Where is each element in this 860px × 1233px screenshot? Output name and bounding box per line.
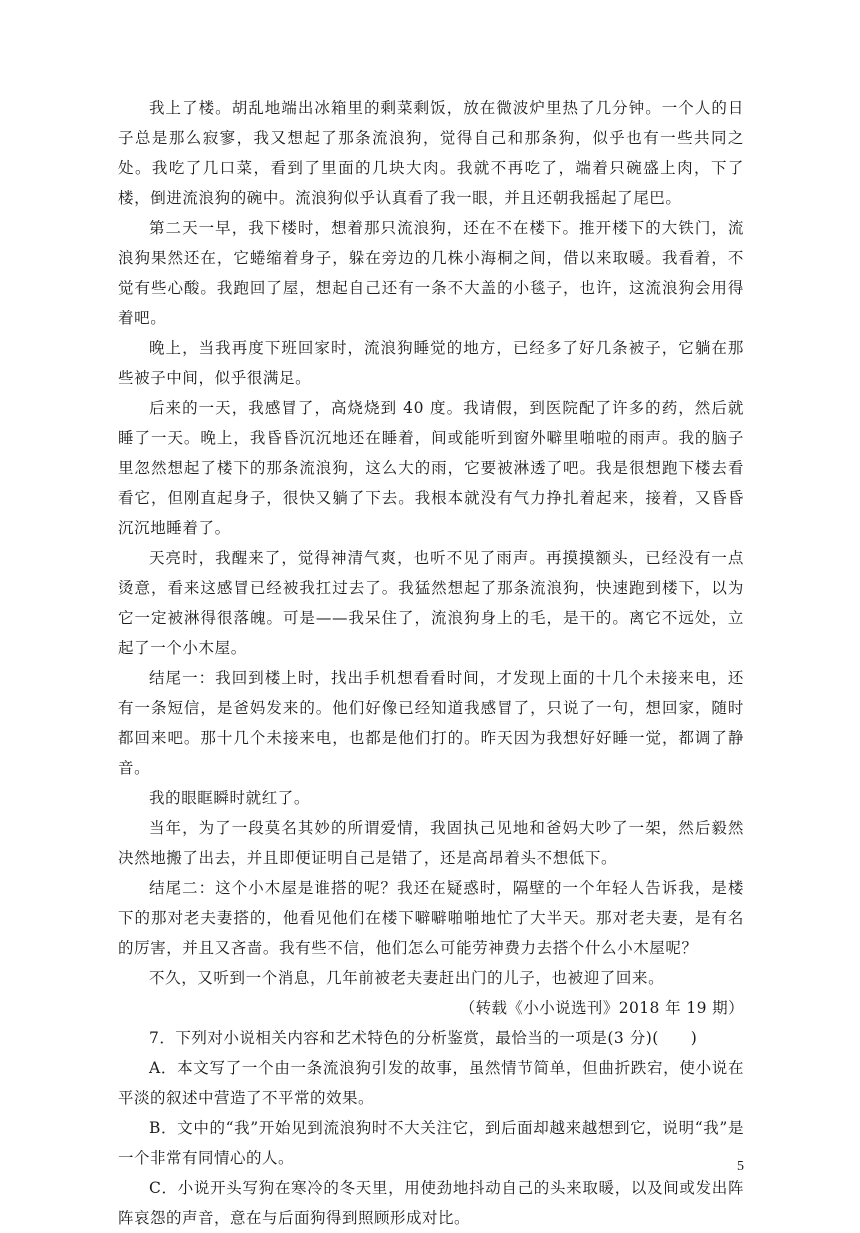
story-paragraph-4: 后来的一天，我感冒了，高烧烧到 40 度。我请假，到医院配了许多的药，然后就睡了一天。晚上，我昏昏沉沉地还在睡着，间或能听到窗外噼里啪啦的雨声。我的脑子里忽然想起了楼下的那条流浪狗，这么大的雨，它要被淋透了吧。我是很想跑下楼去看看它，但刚直起身子，很快又躺了下去。我根本就没有气力挣扎着起来，接着，又昏昏沉沉地睡着了。 bbox=[118, 399, 744, 537]
document-body bbox=[118, 93, 744, 1233]
story-paragraph-3: 晚上，当我再度下班回家时，流浪狗睡觉的地方，已经多了好几条被子，它躺在那些被子中间，似乎很满足。 bbox=[118, 339, 744, 387]
source-citation: （转载《小小说选刊》2018 年 19 期） bbox=[459, 999, 744, 1017]
story-paragraph-8: 当年，为了一段莫名其妙的所谓爱情，我固执己见地和爸妈大吵了一架，然后毅然决然地搬了出去，并且即便证明自己是错了，还是高昂着头不想低下。 bbox=[118, 819, 744, 867]
story-paragraph-10: 不久，又听到一个消息，几年前被老夫妻赶出门的儿子，也被迎了回来。 bbox=[149, 969, 665, 987]
story-paragraph-5: 天亮时，我醒来了，觉得神清气爽，也听不见了雨声。再摸摸额头，已经没有一点烫意，看来这感冒已经被我扛过去了。我猛然想起了那条流浪狗，快速跑到楼下，以为它一定被淋得很落魄。可是——我呆住了，流浪狗身上的毛，是干的。离它不远处，立起了一个小木屋。 bbox=[118, 549, 744, 657]
question-7: 7．下列对小说相关内容和艺术特色的分析鉴赏，最恰当的一项是(3 分)( ) bbox=[149, 1029, 698, 1047]
option-a: A．本文写了一个由一条流浪狗引发的故事，虽然情节简单，但曲折跌宕，使小说在平淡的叙述中营造了不平常的效果。 bbox=[118, 1059, 744, 1107]
story-paragraph-2: 第二天一早，我下楼时，想着那只流浪狗，还在不在楼下。推开楼下的大铁门，流浪狗果然还在，它蜷缩着身子，躲在旁边的几株小海桐之间，借以来取暖。我看着，不觉有些心酸。我跑回了屋，想起自己还有一条不大盖的小毯子，也许，这流浪狗会用得着吧。 bbox=[118, 219, 744, 327]
page-number: 5 bbox=[737, 1159, 744, 1174]
option-c: C．小说开头写狗在寒冷的冬天里，用使劲地抖动自己的头来取暖，以及间或发出阵阵哀怨的声音，意在与后面狗得到照顾形成对比。 bbox=[118, 1179, 744, 1227]
story-paragraph-1: 我上了楼。胡乱地端出冰箱里的剩菜剩饭，放在微波炉里热了几分钟。一个人的日子总是那么寂寥，我又想起了那条流浪狗，觉得自己和那条狗，似乎也有一些共同之处。我吃了几口菜，看到了里面的几块大肉。我就不再吃了，端着只碗盛上肉，下了楼，倒进流浪狗的碗中。流浪狗似乎认真看了我一眼，并且还朝我摇起了尾巴。 bbox=[118, 99, 744, 207]
story-paragraph-7: 我的眼眶瞬时就红了。 bbox=[149, 789, 311, 807]
option-b: B．文中的“我”开始见到流浪狗时不大关注它，到后面却越来越想到它，说明“我”是一个非常有同情心的人。 bbox=[118, 1119, 744, 1167]
ending-one-paragraph: 结尾一：我回到楼上时，找出手机想看看时间，才发现上面的十几个未接来电，还有一条短信，是爸妈发来的。他们好像已经知道我感冒了，只说了一句，想回家，随时都回来吧。那十几个未接来电，也都是他们打的。昨天因为我想好好睡一觉，都调了静音。 bbox=[118, 669, 744, 777]
ending-two-paragraph: 结尾二：这个小木屋是谁搭的呢？我还在疑惑时，隔壁的一个年轻人告诉我，是楼下的那对老夫妻搭的，他看见他们在楼下噼噼啪啪地忙了大半天。那对老夫妻，是有名的厉害，并且又吝啬。我有些不信，他们怎么可能劳神费力去搭个什么小木屋呢？ bbox=[118, 879, 744, 957]
